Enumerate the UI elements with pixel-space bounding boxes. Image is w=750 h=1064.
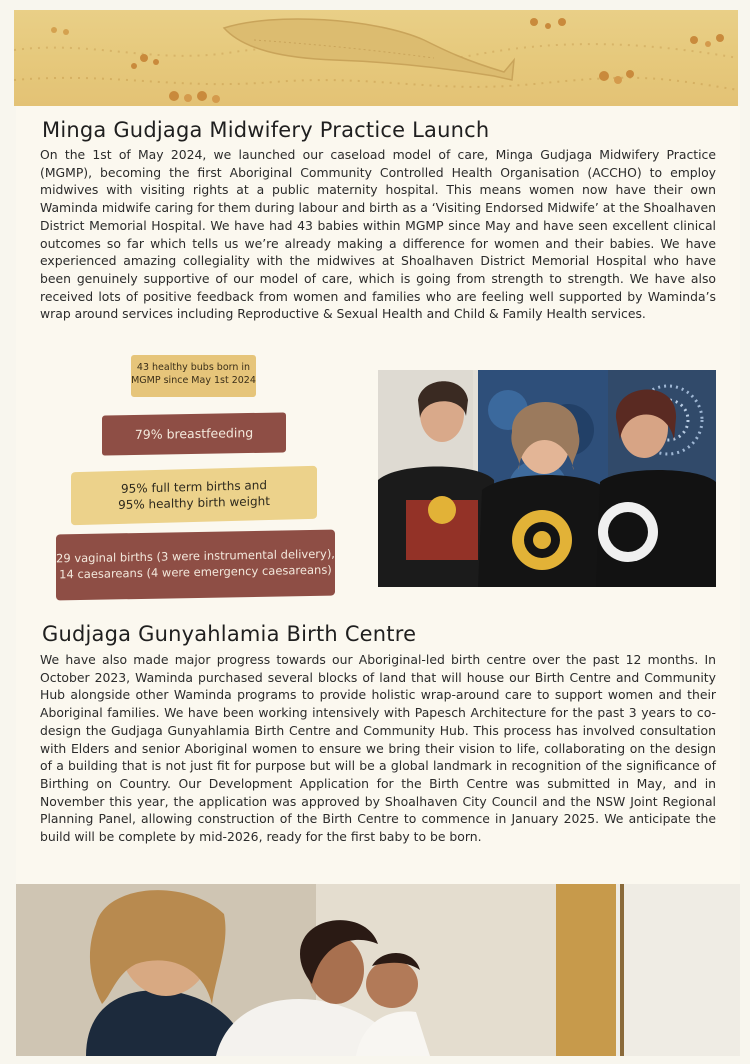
stat-full-term: [71, 466, 317, 525]
mother-baby-photo: [16, 884, 740, 1056]
whale-artwork: [14, 10, 738, 106]
section-body-midwifery: On the 1st of May 2024, we launched our caseload model of care, Minga Gudjaga Midwifery Practice (MGMP), becoming the first Aboriginal Community Controlled Health Organisation (ACCHO) to employ midwives with visiting rights at a public maternity hospital. This means women now have their own Waminda midwife caring for them during labour and birth as a ‘Visiting Endorsed Midwife’ at the Shoalhaven District Memorial Hospital. We have had 43 babies within MGMP since May and have seen excellent clinical outcomes so far which tells us we’re already making a difference for women and their babies. We have experienced amazing collegiality with the midwives at Shoalhaven District Memorial Hospital who have been genuinely supportive of our model of care, which is going from strength to strength. We have also received lots of positive feedback from women and families who are feeling well supported by Waminda’s wrap around services including Reproductive & Sexual Health and Child & Family Health services.: [40, 147, 716, 322]
stat-breastfeeding-text: 79% breastfeeding: [134, 424, 254, 443]
section-body-birth-centre: We have also made major progress towards our Aboriginal-led birth centre over the past 12 months. In October 2023, Waminda purchased several blocks of land that will house our Birth Centre and Community Hub alongside other Waminda programs to provide holistic wrap-around care to support women and their Aboriginal families. We have been working intensively with Papesch Architecture for the past 3 years to co-design the Gudjaga Gunyahlamia Birth Centre and Community Hub. This process has involved consultation with Elders and senior Aboriginal women to ensure we bring their vision to life, collaborating on the design of a building that is not just fit for purpose but will be a global landmark in recognition of the significance of Birthing on Country. Our Development Application for the Birth Centre was submitted in May, and in November this year, the application was approved by Shoalhaven City Council and the NSW Joint Regional Planning Panel, allowing construction of the Birth Centre to commence in January 2025. We anticipate the build will be complete by mid-2026, ready for the first baby to be born.: [40, 652, 716, 845]
stat-breastfeeding: [102, 412, 286, 455]
stat-healthy-bubs-line2: MGMP since May 1st 2024: [131, 375, 256, 386]
section-title-birth-centre: Gudjaga Gunyahlamia Birth Centre: [42, 622, 417, 646]
stat-healthy-bubs-line1: 43 healthy bubs born in: [136, 362, 251, 373]
midwives-photo: [378, 370, 716, 587]
header-banner: [14, 10, 738, 106]
section-title-midwifery: Minga Gudjaga Midwifery Practice Launch: [42, 118, 490, 142]
stat-birth-types: [56, 530, 335, 601]
stat-birth-types-line2: 14 caesareans (4 were emergency caesareans): [59, 562, 332, 582]
stat-full-term-line2: 95% healthy birth weight: [118, 494, 270, 512]
stat-birth-types-line1: 29 vaginal births (3 were instrumental delivery),: [56, 546, 335, 566]
stat-healthy-bubs: [131, 355, 256, 397]
stat-full-term-line1: 95% full term births and: [121, 478, 267, 496]
